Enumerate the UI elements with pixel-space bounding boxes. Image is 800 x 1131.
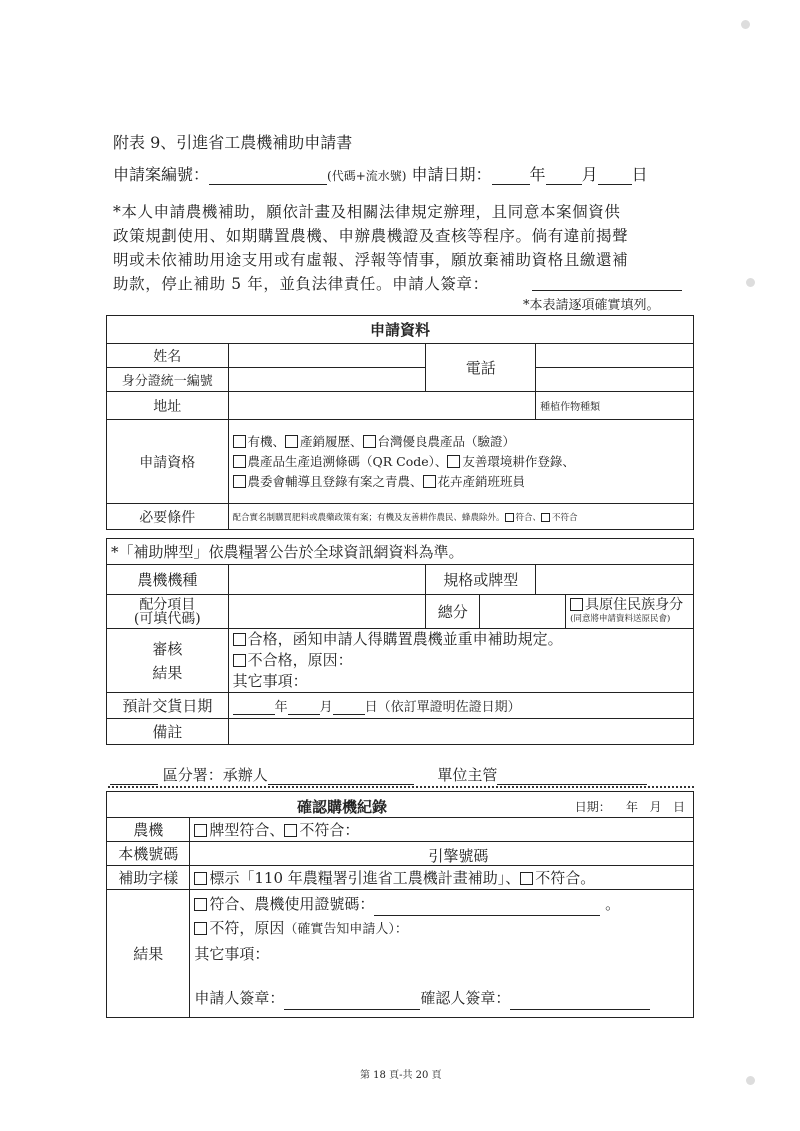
delivery-date-label: 預計交貨日期 bbox=[107, 693, 229, 719]
c-applicant-sign-field[interactable] bbox=[284, 993, 420, 1010]
c-marking-checkbox[interactable] bbox=[194, 872, 207, 885]
confirm-date-label: 日期： bbox=[574, 800, 611, 814]
cut-line bbox=[108, 786, 694, 788]
c-marking-not-ok-label: 不符合。 bbox=[535, 869, 596, 887]
qual-friendly-checkbox[interactable] bbox=[447, 455, 460, 468]
c-other-items: 其它事項： bbox=[194, 945, 270, 963]
machine-table bbox=[106, 538, 694, 745]
qual-taiwan-quality-checkbox[interactable] bbox=[363, 435, 376, 448]
qualification-label: 申請資格 bbox=[107, 420, 229, 504]
review-other-items: 其它事項： bbox=[232, 672, 308, 690]
day-label: 日 bbox=[631, 165, 648, 184]
case-number-hint: (代碼+流水號) bbox=[327, 169, 407, 183]
name-field[interactable] bbox=[228, 344, 426, 368]
indigenous-label: 具原住民族身分 bbox=[585, 596, 684, 613]
branch-officer-label: 區分署：承辦人 bbox=[162, 766, 268, 784]
indigenous-checkbox[interactable] bbox=[570, 598, 583, 611]
officer-field[interactable] bbox=[268, 770, 414, 785]
c-brand-not-ok-label: 不符合： bbox=[299, 821, 360, 839]
c-applicant-sign-label: 申請人簽章： bbox=[194, 989, 285, 1007]
required-not-conform-label: 不符合 bbox=[552, 512, 578, 523]
c-result-label: 結果 bbox=[107, 890, 190, 1018]
application-table bbox=[106, 315, 694, 530]
case-number-field[interactable] bbox=[209, 168, 327, 185]
c-marking-label: 補助字樣 bbox=[107, 866, 190, 890]
confirmation-table bbox=[106, 791, 694, 1018]
fill-note: *本表請逐項確實填列。 bbox=[523, 298, 660, 313]
required-not-conform-checkbox[interactable] bbox=[541, 513, 550, 522]
c-brand-ok-checkbox[interactable] bbox=[194, 824, 207, 837]
review-pass-label: 合格，函知申請人得購置農機並重申補助規定。 bbox=[247, 630, 563, 648]
officer-line bbox=[110, 764, 647, 785]
qual-young-farmer-label: 農委會輔導且登錄有案之青農、 bbox=[247, 473, 423, 489]
c-serial-cell[interactable] bbox=[190, 842, 694, 866]
c-fail-label: 不符，原因 bbox=[209, 919, 285, 937]
score-item-label-2: (可填代碼) bbox=[133, 610, 201, 627]
required-condition-text: 配合實名制購買肥料或農藥政策有案；有機及友善耕作農民、蜂農除外。 bbox=[232, 512, 505, 523]
binder-hole-bottom bbox=[746, 1076, 755, 1085]
delivery-month-label: 月 bbox=[319, 700, 333, 715]
case-number-label: 申請案編號： bbox=[113, 165, 210, 184]
c-machine-cell bbox=[190, 818, 694, 842]
spec-brand-label: 規格或牌型 bbox=[426, 565, 536, 595]
confirm-title: 確認購機紀錄 bbox=[297, 798, 388, 816]
indigenous-cell bbox=[566, 595, 694, 629]
c-result-cell: 符合、農機使用證號碼： 。 不符，原因（確實告知申請人）： 其它事項： 申請人簽章： 確認人簽章： bbox=[190, 890, 694, 1018]
c-brand-not-ok-checkbox[interactable] bbox=[284, 824, 297, 837]
remarks-label: 備註 bbox=[107, 719, 229, 745]
delivery-day-field[interactable] bbox=[333, 700, 365, 715]
required-conform-checkbox[interactable] bbox=[505, 513, 514, 522]
delivery-hint: 日（依訂單證明佐證日期） bbox=[364, 700, 521, 715]
machine-type-label: 農機機種 bbox=[107, 565, 229, 595]
unit-head-label: 單位主管 bbox=[437, 766, 498, 784]
review-fail-checkbox[interactable] bbox=[233, 654, 246, 667]
confirm-date bbox=[575, 798, 685, 815]
branch-field[interactable] bbox=[110, 770, 158, 785]
c-fail-hint: （確實告知申請人）： bbox=[284, 922, 408, 937]
address-field[interactable] bbox=[228, 392, 536, 420]
qual-qrcode-checkbox[interactable] bbox=[233, 455, 246, 468]
score-item-field[interactable] bbox=[228, 595, 426, 629]
review-pass-checkbox[interactable] bbox=[233, 633, 246, 646]
section-apply-header: 申請資料 bbox=[107, 316, 694, 344]
phone-field-1[interactable] bbox=[536, 344, 694, 368]
c-confirmer-sign-field[interactable] bbox=[510, 993, 650, 1010]
qual-traceability-label: 產銷履歷、 bbox=[300, 433, 363, 449]
review-result-label bbox=[107, 629, 229, 693]
confirm-month-label: 月 bbox=[649, 800, 662, 814]
delivery-year-label: 年 bbox=[274, 700, 288, 715]
c-brand-ok-label: 牌型符合、 bbox=[209, 821, 285, 839]
c-ok-checkbox[interactable] bbox=[194, 898, 207, 911]
qual-friendly-label: 友善環境耕作登錄、 bbox=[462, 453, 575, 469]
statement-line-2: 政策規劃使用、如期購置農機、申辦農機證及查核等程序。倘有違前揭聲 bbox=[113, 227, 629, 245]
confirm-year-label: 年 bbox=[626, 800, 639, 814]
qual-qrcode-label: 農產品生產追溯條碼（QR Code）、 bbox=[247, 453, 448, 469]
required-conform-label: 符合、 bbox=[515, 512, 542, 523]
c-confirmer-sign-label: 確認人簽章： bbox=[420, 989, 511, 1007]
qual-flower-checkbox[interactable] bbox=[423, 475, 436, 488]
qual-young-farmer-checkbox[interactable] bbox=[233, 475, 246, 488]
unit-head-field[interactable] bbox=[497, 770, 647, 785]
total-score-field[interactable] bbox=[480, 595, 566, 629]
qual-taiwan-quality-label: 台灣優良農產品（驗證） bbox=[377, 433, 516, 449]
name-label: 姓名 bbox=[107, 344, 229, 368]
year-label: 年 bbox=[529, 165, 546, 184]
c-engine-label: 引擎號碼 bbox=[428, 847, 489, 865]
c-marking-text: 標示「110 年農糧署引進省工農機計畫補助」、 bbox=[209, 869, 521, 887]
c-marking-cell bbox=[190, 866, 694, 890]
c-marking-not-ok-checkbox[interactable] bbox=[520, 872, 533, 885]
qual-organic-label: 有機、 bbox=[247, 433, 286, 449]
confirm-day-label: 日 bbox=[672, 800, 685, 814]
statement-line-1: *本人申請農機補助，願依計畫及相關法律規定辦理，且同意本案個資供 bbox=[113, 203, 621, 221]
apply-date-label: 申請日期： bbox=[411, 165, 492, 184]
statement-line-4: 助款，停止補助 5 年，並負法律責任。申請人簽章： bbox=[113, 275, 489, 293]
review-result-cell bbox=[228, 629, 693, 693]
apply-day-field[interactable] bbox=[598, 168, 632, 185]
c-cert-number-field[interactable] bbox=[374, 899, 600, 916]
applicant-signature-line[interactable] bbox=[532, 290, 682, 291]
total-score-label: 總分 bbox=[426, 595, 480, 629]
id-number-field[interactable] bbox=[228, 368, 426, 392]
c-ok-cert-label: 符合、農機使用證號碼： bbox=[209, 895, 375, 913]
qual-flower-label: 花卉產銷班班員 bbox=[437, 473, 526, 489]
statement-line-3: 明或未依補助用途支用或有虛報、浮報等情事，願放棄補助資格且繳還補 bbox=[113, 251, 629, 269]
required-condition-cell bbox=[228, 504, 693, 530]
review-fail-label: 不合格，原因： bbox=[247, 651, 353, 669]
delivery-year-field[interactable] bbox=[233, 700, 275, 715]
machine-type-field[interactable] bbox=[228, 565, 426, 595]
apply-year-field[interactable] bbox=[492, 168, 530, 185]
crop-type-label: 種植作物種類 bbox=[540, 402, 601, 413]
binder-hole-middle bbox=[746, 278, 755, 287]
spec-brand-field[interactable] bbox=[536, 565, 694, 595]
remarks-field[interactable] bbox=[228, 719, 693, 745]
qualification-options bbox=[228, 420, 693, 504]
subsidy-note: *「補助牌型」依農糧署公告於全球資訊網資料為準。 bbox=[107, 539, 694, 565]
score-item-label-1: 配分項目 bbox=[139, 596, 196, 613]
review-label-2: 結果 bbox=[152, 663, 183, 682]
id-number-label: 身分證統一編號 bbox=[107, 368, 229, 392]
required-condition-label: 必要條件 bbox=[107, 504, 229, 530]
case-number-line bbox=[113, 162, 648, 185]
address-label: 地址 bbox=[107, 392, 229, 420]
document-title: 附表 9、引進省工農機補助申請書 bbox=[113, 133, 353, 152]
qual-organic-checkbox[interactable] bbox=[233, 435, 246, 448]
apply-month-field[interactable] bbox=[546, 168, 582, 185]
qual-traceability-checkbox[interactable] bbox=[285, 435, 298, 448]
binder-hole-top bbox=[741, 20, 750, 29]
c-fail-checkbox[interactable] bbox=[194, 922, 207, 935]
delivery-date-cell bbox=[228, 693, 693, 719]
indigenous-note: (同意將申請資料送原民會) bbox=[570, 613, 671, 624]
page-footer: 第 18 頁-共 20 頁 bbox=[360, 1070, 442, 1081]
c-machine-label: 農機 bbox=[107, 818, 190, 842]
review-label-1: 審核 bbox=[152, 639, 183, 658]
c-serial-label: 本機號碼 bbox=[107, 842, 190, 866]
phone-field-2[interactable] bbox=[536, 368, 694, 392]
crop-type-cell[interactable] bbox=[536, 392, 694, 420]
score-item-label bbox=[107, 595, 229, 629]
delivery-month-field[interactable] bbox=[288, 700, 320, 715]
phone-label: 電話 bbox=[426, 344, 536, 392]
confirm-header bbox=[107, 792, 694, 818]
month-label: 月 bbox=[581, 165, 598, 184]
